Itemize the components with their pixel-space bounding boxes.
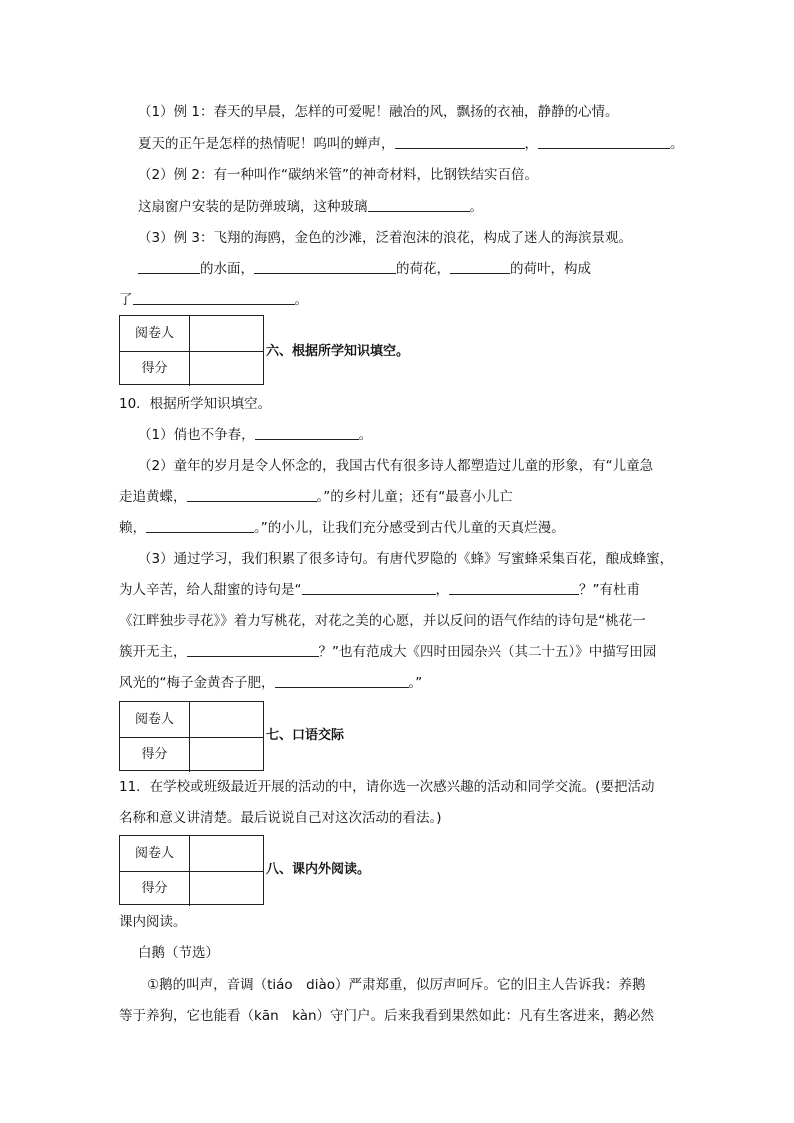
score-table bbox=[119, 315, 264, 385]
score-label: 得分 bbox=[120, 737, 190, 772]
q10-p2-text: 走追黄蝶， bbox=[119, 489, 187, 505]
punct: 。 bbox=[294, 292, 308, 308]
q9-example-3-fill-cont bbox=[119, 290, 308, 310]
q10-p2-text: 赖， bbox=[119, 520, 146, 536]
q10-p3-text: 为人辛苦，给人甜蜜的诗句是“ bbox=[119, 582, 302, 598]
q10-part3-line1: （3）通过学习，我们积累了很多诗句。有唐代罗隐的《蜂》写蜜蜂采集百花，酿成蜂蜜， bbox=[138, 551, 674, 567]
q11-line1: 11．在学校或班级最近开展的活动的中，请你选一次感兴趣的活动和同学交流。(要把活动 bbox=[119, 779, 655, 795]
q10-part1 bbox=[138, 425, 372, 445]
q10-p2-text: 。”的乡村儿童；还有“最喜小儿亡 bbox=[316, 489, 513, 505]
reading-title: 白鹅（节选） bbox=[138, 945, 219, 961]
answer-blank[interactable] bbox=[133, 290, 295, 305]
q10-part2-line3 bbox=[119, 518, 565, 538]
q9-example-2-fill bbox=[138, 197, 483, 217]
answer-blank[interactable] bbox=[302, 580, 436, 595]
answer-blank[interactable] bbox=[138, 259, 200, 274]
reviewer-label: 阅卷人 bbox=[120, 702, 190, 737]
answer-blank[interactable] bbox=[255, 425, 359, 440]
punct: ， bbox=[524, 136, 538, 152]
answer-blank[interactable] bbox=[254, 259, 396, 274]
answer-blank[interactable] bbox=[275, 673, 409, 688]
q10-part2-line1: （2）童年的岁月是令人怀念的，我国古代有很多诗人都塑造过儿童的形象，有“儿童急 bbox=[138, 458, 654, 474]
score-table bbox=[119, 701, 264, 771]
q10-p3-text: 风光的“梅子金黄杏子肥， bbox=[119, 675, 275, 691]
answer-blank[interactable] bbox=[187, 642, 319, 657]
q9-example-2: （2）例 2：有一种叫作“碳纳米管”的神奇材料，比钢铁结实百倍。 bbox=[138, 167, 538, 183]
answer-blank[interactable] bbox=[146, 518, 254, 533]
score-label: 得分 bbox=[120, 871, 190, 906]
score-label: 得分 bbox=[120, 351, 190, 386]
q9-example-1-fill bbox=[138, 134, 684, 154]
q10-part3-line5 bbox=[119, 673, 422, 693]
q9-example-3-fill bbox=[138, 259, 591, 279]
punct: 。 bbox=[670, 136, 684, 152]
answer-blank[interactable] bbox=[187, 487, 317, 502]
q10-p3-text: ？”也有范成大《四时田园杂兴（其二十五）》中描写田园 bbox=[318, 644, 657, 660]
q10-p2-text: 。”的小儿，让我们充分感受到古代儿童的天真烂漫。 bbox=[254, 520, 565, 536]
section-8-heading: 八、课内外阅读。 bbox=[266, 862, 371, 877]
reviewer-label: 阅卷人 bbox=[120, 316, 190, 351]
q10-p3-text: ？”有杜甫 bbox=[579, 582, 640, 598]
q9-ex1-prompt: 夏天的正午是怎样的热情呢！呜叫的蝉声， bbox=[138, 136, 395, 152]
punct: 。 bbox=[358, 427, 373, 443]
reading-line1: ①鹅的叫声，音调（tiáo diào）严肃郑重，似厉声呵斥。它的旧主人告诉我：养鹅 bbox=[147, 977, 646, 993]
answer-blank[interactable] bbox=[449, 580, 579, 595]
ex3-text: 了 bbox=[119, 292, 133, 308]
q11-line2: 名称和意义讲清楚。最后说说自己对这次活动的看法。) bbox=[119, 810, 442, 826]
answer-blank[interactable] bbox=[538, 134, 670, 149]
q9-example-3: （3）例 3：飞翔的海鸥，金色的沙滩，泛着泡沫的浪花，构成了迷人的海滨景观。 bbox=[138, 230, 632, 246]
reading-line2: 等于养狗，它也能看（kān kàn）守门户。后来我看到果然如此：凡有生客进来，鹅必然 bbox=[119, 1008, 655, 1024]
q10-p1-text: （1）俏也不争春， bbox=[138, 427, 255, 443]
punct: 。 bbox=[469, 199, 483, 215]
q9-ex2-prompt: 这扇窗户安装的是防弹玻璃，这种玻璃 bbox=[138, 199, 368, 215]
score-table bbox=[119, 835, 264, 905]
q10-part2-line2 bbox=[119, 487, 513, 507]
q10-title: 10．根据所学知识填空。 bbox=[119, 396, 272, 412]
answer-blank[interactable] bbox=[395, 134, 525, 149]
punct: ， bbox=[435, 582, 449, 598]
section-6-heading: 六、根据所学知识填空。 bbox=[266, 344, 410, 359]
ex3-text: 的水面， bbox=[200, 261, 254, 277]
reading-label: 课内阅读。 bbox=[119, 914, 187, 930]
ex3-text: 的荷叶，构成 bbox=[510, 261, 591, 277]
q10-p3-text: 簇开无主， bbox=[119, 644, 187, 660]
answer-blank[interactable] bbox=[368, 197, 470, 212]
q9-example-1: （1）例 1：春天的早晨，怎样的可爱呢！融冶的风，飘扬的衣袖，静静的心情。 bbox=[138, 104, 619, 120]
ex3-text: 的荷花， bbox=[396, 261, 450, 277]
reviewer-label: 阅卷人 bbox=[120, 836, 190, 871]
q10-part3-line3: 《江畔独步寻花》》着力写桃花，对花之美的心愿，并以反问的语气作结的诗句是“桃花一 bbox=[119, 613, 646, 629]
section-7-heading: 七、口语交际 bbox=[266, 728, 345, 743]
q10-part3-line2 bbox=[119, 580, 640, 600]
answer-blank[interactable] bbox=[450, 259, 510, 274]
q10-part3-line4 bbox=[119, 642, 656, 662]
punct: 。” bbox=[408, 675, 423, 691]
